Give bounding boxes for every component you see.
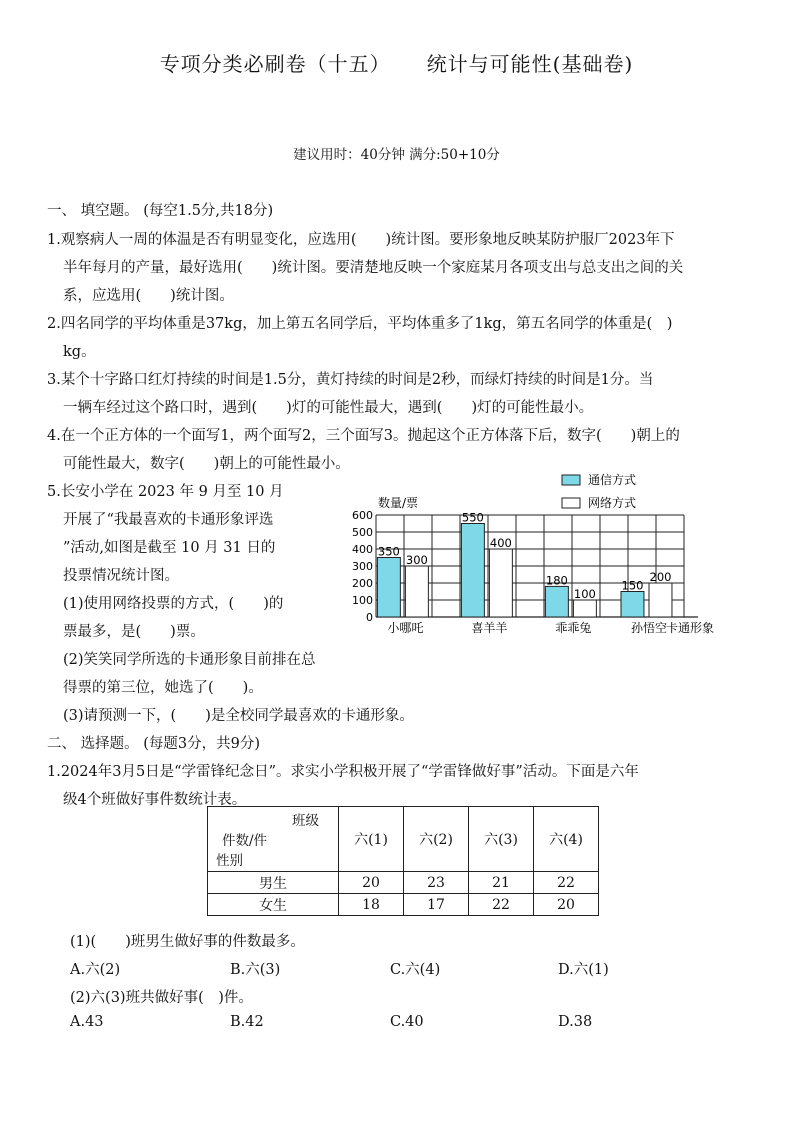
q5-line4: 投票情况统计图。 (63, 568, 179, 584)
y-tick-label: 0 (366, 611, 373, 624)
q5-sub2-line2: 得票的第三位，她选了( )。 (63, 680, 263, 696)
col-header: 六(1) (339, 807, 404, 872)
bar (545, 586, 568, 617)
title-right: 统计与可能性(基础卷) (426, 52, 634, 76)
chart-ylabel: 数量/票 (378, 496, 419, 510)
option-c: C.六(4) (390, 962, 441, 978)
vote-bar-chart (340, 470, 740, 640)
legend-swatch-web (562, 498, 580, 508)
page-title (0, 48, 793, 77)
option-c: C.40 (390, 1014, 424, 1030)
option-a: A.六(2) (70, 962, 121, 978)
s2-q1-line2: 级4个班做好事件数统计表。 (63, 792, 247, 808)
q5-sub1-line2: 票最多，是( )票。 (63, 624, 205, 640)
col-header: 六(4) (534, 807, 599, 872)
legend-swatch-comm (562, 475, 580, 485)
bar-value-label: 180 (545, 573, 568, 588)
table-cell: 20 (339, 872, 404, 894)
q5-sub1-line1: (1)使用网络投票的方式，( )的 (63, 596, 284, 612)
table-cell: 17 (404, 894, 469, 916)
q2-line2: kg。 (63, 344, 96, 360)
table-cell: 20 (534, 894, 599, 916)
bar-value-label: 150 (621, 578, 644, 593)
table-cell: 21 (469, 872, 534, 894)
y-tick-label: 200 (352, 577, 373, 590)
bar (405, 566, 428, 617)
row-label: 女生 (208, 894, 339, 916)
table-cell: 22 (534, 872, 599, 894)
y-tick-label: 300 (352, 560, 373, 573)
section-1-heading: 一、 填空题。 (每空1.5分,共18分) (47, 203, 274, 219)
table-row (208, 894, 599, 916)
y-tick-label: 100 (352, 594, 373, 607)
q4-line2: 可能性最大，数字( )朝上的可能性最小。 (63, 456, 350, 472)
legend-label-web: 网络方式 (588, 496, 637, 510)
bar-value-label: 550 (461, 510, 484, 525)
table-cell: 23 (404, 872, 469, 894)
q5-line3: ”活动,如图是截至 10 月 31 日的 (63, 540, 276, 556)
s2-sub2: (2)六(3)班共做好事( )件。 (70, 990, 253, 1006)
bar (377, 558, 400, 618)
bar (489, 549, 512, 617)
legend-label-comm: 通信方式 (588, 473, 637, 487)
section-2-heading: 二、 选择题。 (每题3分，共9分) (47, 736, 260, 752)
bar-value-label: 350 (377, 544, 400, 559)
bar-value-label: 200 (649, 570, 672, 584)
bar-value-label: 300 (405, 553, 428, 567)
table-corner-cell (208, 807, 339, 872)
table-cell: 22 (469, 894, 534, 916)
q5-line2: 开展了“我最喜欢的卡通形象评选 (63, 512, 274, 528)
y-tick-label: 500 (352, 526, 373, 539)
x-category-label: 乖乖兔 (555, 621, 592, 635)
bar (573, 600, 596, 617)
q1-line1: 1.观察病人一周的体温是否有明显变化，应选用( )统计图。要形象地反映某防护服厂2023年下 (47, 232, 675, 248)
s2-sub1: (1)( )班男生做好事的件数最多。 (70, 934, 305, 950)
good-deeds-table (207, 806, 599, 916)
bar-value-label: 100 (573, 587, 596, 601)
col-header: 六(3) (469, 807, 534, 872)
q2-line1: 2.四名同学的平均体重是37kg，加上第五名同学后，平均体重多了1kg，第五名同学的体重是( ) (47, 316, 673, 332)
option-d: D.38 (558, 1014, 593, 1030)
col-header: 六(2) (404, 807, 469, 872)
chart-xlabel: 卡通形象 (666, 621, 715, 635)
bar (649, 583, 672, 617)
table-cell: 18 (339, 894, 404, 916)
option-b: B.六(3) (230, 962, 281, 978)
x-category-label: 小哪吒 (387, 621, 424, 635)
x-category-label: 孙悟空 (630, 621, 668, 635)
bar (461, 524, 484, 618)
option-a: A.43 (70, 1014, 104, 1030)
y-tick-label: 600 (352, 509, 373, 522)
s2-q1-line1: 1.2024年3月5日是“学雷锋纪念日”。求实小学积极开展了“学雷锋做好事”活动。下面是六年 (47, 764, 639, 780)
table-row (208, 872, 599, 894)
option-d: D.六(1) (558, 962, 609, 978)
corner-label-gender: 性别 (216, 853, 243, 869)
q5-sub2-line1: (2)笑笑同学所选的卡通形象目前排在总 (63, 652, 316, 668)
q1-line3: 系，应选用( )统计图。 (63, 288, 234, 304)
q4-line1: 4.在一个正方体的一个面写1，两个面写2，三个面写3。抛起这个正方体落下后，数字( )朝上的 (47, 428, 680, 444)
q3-line2: 一辆车经过这个路口时，遇到( )灯的可能性最大，遇到( )灯的可能性最小。 (63, 400, 594, 416)
bar-value-label: 400 (489, 536, 512, 550)
q1-line2: 半年每月的产量，最好选用( )统计图。要清楚地反映一个家庭某月各项支出与总支出之间的关 (63, 260, 684, 276)
row-label: 男生 (208, 872, 339, 894)
option-b: B.42 (230, 1014, 264, 1030)
title-left: 专项分类必刷卷（十五） (159, 52, 391, 76)
time-and-score: 建议用时：40分钟 满分:50+10分 (293, 147, 500, 163)
q5-sub3: (3)请预测一下，( )是全校同学最喜欢的卡通形象。 (63, 708, 414, 724)
y-tick-label: 400 (352, 543, 373, 556)
x-category-label: 喜羊羊 (471, 621, 508, 635)
corner-label-class: 班级 (292, 813, 319, 829)
bar (621, 592, 644, 618)
q3-line1: 3.某个十字路口红灯持续的时间是1.5分，黄灯持续的时间是2秒，而绿灯持续的时间是1分。当 (47, 372, 654, 388)
corner-label-count: 件数/件 (222, 833, 268, 849)
q5-line1: 5.长安小学在 2023 年 9 月至 10 月 (47, 484, 284, 500)
